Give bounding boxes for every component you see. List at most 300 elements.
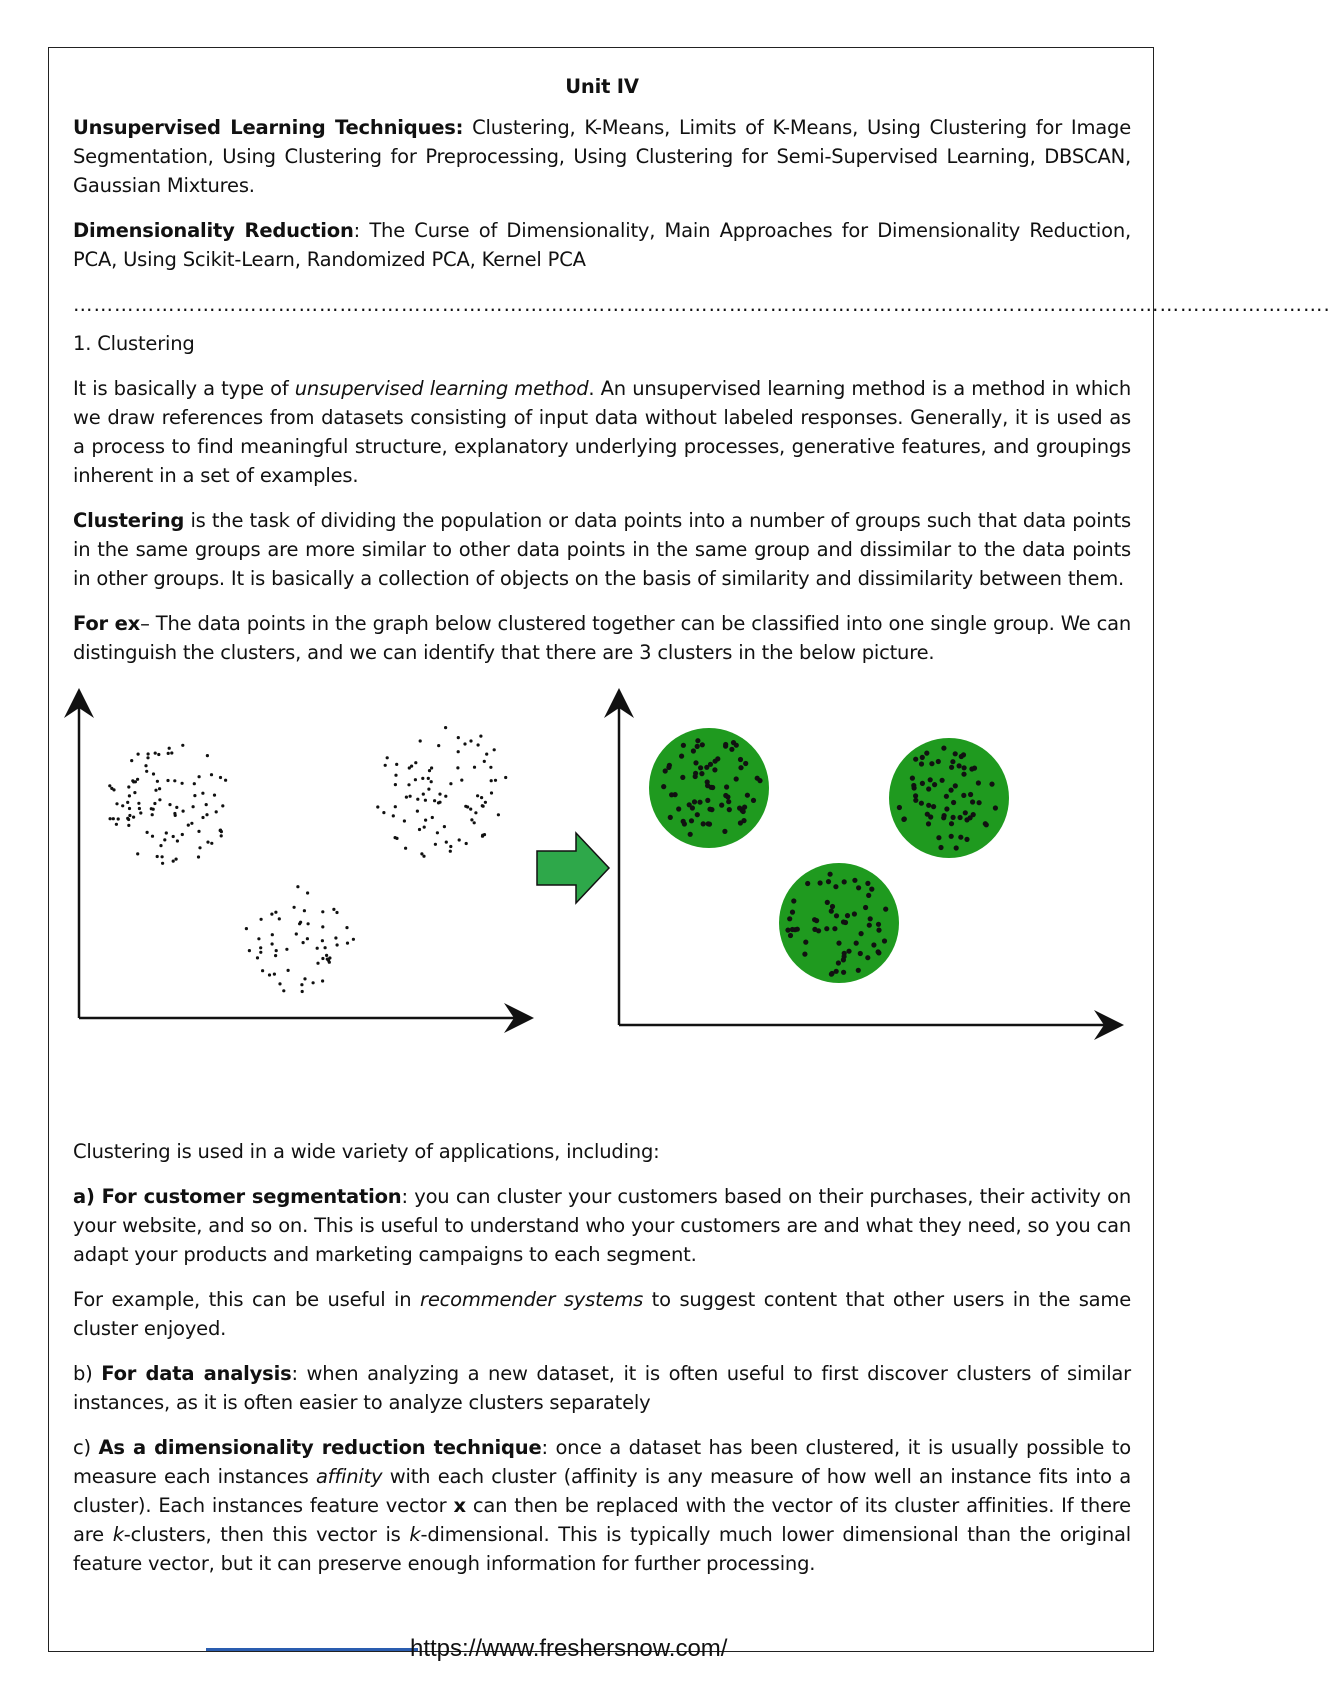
data-point xyxy=(434,843,437,846)
data-point xyxy=(285,948,288,951)
cluster-point xyxy=(699,771,704,776)
data-point xyxy=(437,744,440,747)
data-point xyxy=(464,805,467,808)
cluster-point xyxy=(941,746,946,751)
data-point xyxy=(213,794,216,797)
dimred-label: Dimensionality Reduction xyxy=(73,219,354,242)
data-point xyxy=(278,917,281,920)
cluster-point xyxy=(836,960,841,965)
data-point xyxy=(494,779,497,782)
data-point xyxy=(433,799,436,802)
data-point xyxy=(131,779,134,782)
data-point xyxy=(302,941,305,944)
cluster-point xyxy=(693,771,698,776)
cluster-point xyxy=(863,905,868,910)
data-point xyxy=(490,779,493,782)
data-point xyxy=(156,855,159,858)
cluster-point xyxy=(961,772,966,777)
cluster-point xyxy=(936,835,941,840)
data-point xyxy=(428,769,431,772)
cluster-point xyxy=(833,884,838,889)
data-point xyxy=(130,759,133,762)
data-point xyxy=(151,813,154,816)
data-point xyxy=(405,796,408,799)
cluster-point xyxy=(926,803,931,808)
cluster-point xyxy=(791,898,796,903)
data-point xyxy=(121,804,124,807)
data-point xyxy=(182,810,185,813)
cluster-point xyxy=(941,815,946,820)
app-a-label: a) For customer segmentation xyxy=(73,1185,402,1208)
footer-link[interactable]: https://www.freshersnow.com/ xyxy=(410,1635,728,1662)
cluster-point xyxy=(734,743,739,748)
cluster-point xyxy=(961,793,966,798)
cluster-point xyxy=(700,742,705,747)
data-point xyxy=(490,791,493,794)
cluster-point xyxy=(681,819,686,824)
cluster-point xyxy=(713,759,718,764)
cluster-point xyxy=(951,815,956,820)
data-point xyxy=(457,736,460,739)
data-point xyxy=(215,810,218,813)
data-point xyxy=(287,969,290,972)
data-point xyxy=(193,782,196,785)
applications-intro: Clustering is used in a wide variety of applications, including: xyxy=(73,1140,660,1163)
cluster-point xyxy=(944,794,949,799)
cluster-point xyxy=(936,759,941,764)
cluster-point xyxy=(707,807,712,812)
data-point xyxy=(301,990,304,993)
data-point xyxy=(165,831,168,834)
cluster-point xyxy=(876,950,881,955)
data-point xyxy=(173,779,176,782)
app-b-label: For data analysis xyxy=(101,1362,292,1385)
data-point xyxy=(210,842,213,845)
cluster-point xyxy=(919,761,924,766)
data-point xyxy=(474,811,477,814)
app-b-text: : when analyzing a new dataset, it is often useful to first discover clusters of similar instances, as it is often easier to analyze clusters separately xyxy=(73,1362,1131,1414)
cluster-2 xyxy=(889,738,1009,858)
cluster-point xyxy=(959,754,964,759)
data-point xyxy=(197,855,200,858)
data-point xyxy=(190,822,193,825)
unclustered-points xyxy=(108,726,507,993)
cluster-point xyxy=(724,784,729,789)
cluster-point xyxy=(845,913,850,918)
cluster-point xyxy=(924,751,929,756)
data-point xyxy=(395,837,398,840)
data-point xyxy=(427,777,430,780)
data-point xyxy=(109,817,112,820)
data-point xyxy=(154,789,157,792)
data-point xyxy=(181,744,184,747)
data-point xyxy=(175,806,178,809)
cluster-point xyxy=(812,927,817,932)
data-point xyxy=(201,792,204,795)
data-point xyxy=(257,937,260,940)
app-customer-segmentation xyxy=(73,1182,1131,1269)
data-point xyxy=(422,855,425,858)
data-point xyxy=(172,835,175,838)
dimred-text: : The Curse of Dimensionality, Main Approaches for Dimensionality Reduction, PCA, Using Scikit-Learn, Randomized PCA, Kernel PCA xyxy=(73,219,1132,271)
cluster-point xyxy=(897,805,902,810)
cluster-point xyxy=(969,766,974,771)
data-point xyxy=(158,798,161,801)
data-point xyxy=(477,743,480,746)
data-point xyxy=(282,989,285,992)
data-point xyxy=(479,735,482,738)
cluster-point xyxy=(695,812,700,817)
cluster-point xyxy=(951,800,956,805)
cluster-point xyxy=(964,837,969,842)
data-point xyxy=(175,858,178,861)
data-point xyxy=(394,783,397,786)
cluster-point xyxy=(829,972,834,977)
data-point xyxy=(497,813,500,816)
cluster-point xyxy=(958,815,963,820)
cluster-point xyxy=(976,780,981,785)
data-point xyxy=(332,908,335,911)
cluster-point xyxy=(691,748,696,753)
cluster-point xyxy=(788,933,793,938)
data-point xyxy=(481,804,484,807)
data-point xyxy=(181,782,184,785)
cluster-point xyxy=(712,767,717,772)
cluster-point xyxy=(729,747,734,752)
data-point xyxy=(274,954,277,957)
cluster-point xyxy=(929,761,934,766)
cluster-point xyxy=(705,783,710,788)
app-c-t3: can then be replaced with the vector of its cluster affinities. If there are xyxy=(73,1494,1131,1546)
cluster-point xyxy=(666,765,671,770)
data-point xyxy=(414,761,417,764)
data-point xyxy=(404,847,407,850)
clustered-groups xyxy=(649,728,1009,983)
cluster-point xyxy=(869,887,874,892)
data-point xyxy=(445,841,448,844)
data-point xyxy=(485,753,488,756)
cluster-point xyxy=(949,821,954,826)
data-point xyxy=(300,983,303,986)
cluster-point xyxy=(680,775,685,780)
cluster-point xyxy=(787,916,792,921)
cluster-point xyxy=(949,788,954,793)
cluster-point xyxy=(803,940,808,945)
data-point xyxy=(306,891,309,894)
data-point xyxy=(423,826,426,829)
intro-paragraph xyxy=(73,374,1131,490)
cluster-point xyxy=(910,776,915,781)
data-point xyxy=(458,838,461,841)
app-a-example-italic: recommender systems xyxy=(420,1288,644,1311)
cluster-point xyxy=(795,927,800,932)
cluster-point xyxy=(949,834,954,839)
cluster-point xyxy=(689,818,694,823)
data-point xyxy=(335,911,338,914)
example-label: For ex xyxy=(73,612,141,635)
app-c-i1: affinity xyxy=(315,1465,383,1488)
data-point xyxy=(259,946,262,949)
cluster-point xyxy=(954,845,959,850)
cluster-point xyxy=(950,759,955,764)
cluster-point xyxy=(790,927,795,932)
data-point xyxy=(409,795,412,798)
data-point xyxy=(352,938,355,941)
cluster-point xyxy=(841,957,846,962)
data-point xyxy=(457,750,460,753)
data-point xyxy=(444,795,447,798)
cluster-point xyxy=(938,845,943,850)
cluster-point xyxy=(697,800,702,805)
definition-text: is the task of dividing the population or data points into a number of groups such that data points in the same groups are more similar to other data points in the same group and dissimilar to the data points in other groups. It is basically a collection of objects on the basis of similarity and dissimilarity between them. xyxy=(73,509,1131,590)
cluster-point xyxy=(852,878,857,883)
data-point xyxy=(321,910,324,913)
cluster-point xyxy=(876,922,881,927)
cluster-point xyxy=(695,738,700,743)
cluster-point xyxy=(705,798,710,803)
data-point xyxy=(278,982,281,985)
app-c-i3: k xyxy=(409,1523,421,1546)
app-c-t5: -dimensional. This is typically much lower dimensional than the original feature vector, but it can preserve enough information for further processing. xyxy=(73,1523,1131,1575)
data-point xyxy=(152,808,155,811)
cluster-point xyxy=(859,931,864,936)
data-point xyxy=(136,778,139,781)
data-point xyxy=(421,777,424,780)
cluster-point xyxy=(901,817,906,822)
data-point xyxy=(436,831,439,834)
example-text: – The data points in the graph below clustered together can be classified into one single group. We can distinguish the clusters, and we can identify that there are 3 clusters in the below picture. xyxy=(73,612,1131,664)
data-point xyxy=(489,766,492,769)
cluster-point xyxy=(913,798,918,803)
data-point xyxy=(481,834,484,837)
app-a-text: : you can cluster your customers based on their purchases, their activity on your website, and so on. This is useful to understand who your customers are and what they need, so you can adapt your products and marketing campaigns to each segment. xyxy=(73,1185,1131,1266)
data-point xyxy=(205,813,208,816)
data-point xyxy=(128,807,131,810)
cluster-point xyxy=(854,941,859,946)
data-point xyxy=(206,841,209,844)
cluster-point xyxy=(722,829,727,834)
data-point xyxy=(325,954,328,957)
cluster-point xyxy=(920,781,925,786)
cluster-point xyxy=(734,776,739,781)
data-point xyxy=(271,942,274,945)
cluster-point xyxy=(882,938,887,943)
intro-text-1: It is basically a type of xyxy=(73,377,295,400)
data-point xyxy=(168,747,171,750)
cluster-point xyxy=(814,918,819,923)
data-point xyxy=(394,774,397,777)
cluster-point xyxy=(719,803,724,808)
data-point xyxy=(321,939,324,942)
cluster-point xyxy=(707,822,712,827)
app-c-label: As a dimensionality reduction technique xyxy=(98,1436,542,1459)
cluster-point xyxy=(836,941,841,946)
data-point xyxy=(274,911,277,914)
cluster-point xyxy=(818,880,823,885)
data-point xyxy=(449,782,452,785)
data-point xyxy=(427,788,430,791)
cluster-point xyxy=(865,955,870,960)
data-point xyxy=(416,798,419,801)
cluster-point xyxy=(871,942,876,947)
data-point xyxy=(336,943,339,946)
footer-underline xyxy=(206,1648,418,1651)
data-point xyxy=(422,793,425,796)
cluster-point xyxy=(751,798,756,803)
cluster-point xyxy=(701,821,706,826)
data-point xyxy=(437,801,440,804)
data-point xyxy=(157,753,160,756)
data-point xyxy=(296,885,299,888)
syllabus-dimred xyxy=(73,216,1131,274)
data-point xyxy=(221,804,224,807)
data-point xyxy=(416,810,419,813)
cluster-point xyxy=(757,778,762,783)
cluster-point xyxy=(824,926,829,931)
data-point xyxy=(145,770,148,773)
definition-label: Clustering xyxy=(73,509,185,532)
dotted-separator: …………………………………………………………………………………………………………………………………………………………………. xyxy=(73,293,1331,316)
data-point xyxy=(176,839,179,842)
cluster-point xyxy=(926,786,931,791)
data-point xyxy=(146,756,149,759)
data-point xyxy=(170,751,173,754)
cluster-point xyxy=(953,751,958,756)
data-point xyxy=(403,819,406,822)
data-point xyxy=(224,779,227,782)
data-point xyxy=(424,799,427,802)
cluster-point xyxy=(989,782,994,787)
app-recommender-example xyxy=(73,1285,1131,1343)
data-point xyxy=(424,819,427,822)
data-point xyxy=(144,764,147,767)
app-c-t1: : once a dataset has been clustered, it is usually possible to measure each instances xyxy=(73,1436,1132,1488)
cluster-point xyxy=(726,799,731,804)
data-point xyxy=(115,802,118,805)
cluster-point xyxy=(940,778,945,783)
cluster-point xyxy=(970,799,975,804)
data-point xyxy=(275,949,278,952)
data-point xyxy=(449,845,452,848)
data-point xyxy=(293,906,296,909)
data-point xyxy=(469,808,472,811)
app-c-b1: x xyxy=(453,1494,466,1517)
cluster-point xyxy=(931,804,936,809)
data-point xyxy=(161,855,164,858)
data-point xyxy=(465,842,468,845)
cluster-point xyxy=(704,765,709,770)
data-point xyxy=(414,778,417,781)
data-point xyxy=(493,748,496,751)
data-point xyxy=(299,921,302,924)
cluster-point xyxy=(790,910,795,915)
unsupervised-text: Clustering, K-Means, Limits of K-Means, Using Clustering for Image Segmentation, Using Clustering for Preprocessing, Using Clustering for Semi-Supervised Learning, DBSCAN, Gaussian Mixtures. xyxy=(73,116,1131,197)
data-point xyxy=(127,818,130,821)
cluster-point xyxy=(962,765,967,770)
data-point xyxy=(469,739,472,742)
cluster-point xyxy=(710,785,715,790)
data-point xyxy=(197,830,200,833)
data-point xyxy=(430,766,433,769)
cluster-point xyxy=(802,952,807,957)
data-point xyxy=(166,779,169,782)
data-point xyxy=(460,779,463,782)
cluster-point xyxy=(920,755,925,760)
cluster-point xyxy=(693,760,698,765)
data-point xyxy=(443,825,446,828)
cluster-point xyxy=(688,832,693,837)
data-point xyxy=(128,794,131,797)
clustering-diagram xyxy=(59,683,1131,1113)
data-point xyxy=(110,787,113,790)
cluster-point xyxy=(834,913,839,918)
data-point xyxy=(470,818,473,821)
data-point xyxy=(167,752,170,755)
example-paragraph xyxy=(73,609,1131,667)
data-point xyxy=(346,942,349,945)
cluster-point xyxy=(919,801,924,806)
data-point xyxy=(137,753,140,756)
data-point xyxy=(152,772,155,775)
data-point xyxy=(321,979,324,982)
cluster-point xyxy=(842,879,847,884)
data-point xyxy=(316,962,319,965)
data-point xyxy=(259,951,262,954)
cluster-point xyxy=(932,782,937,787)
cluster-point xyxy=(826,879,831,884)
app-data-analysis xyxy=(73,1359,1131,1417)
cluster-point xyxy=(949,765,954,770)
app-c-t4: -clusters, then this vector is xyxy=(123,1523,410,1546)
data-point xyxy=(138,807,141,810)
cluster-point xyxy=(723,793,728,798)
cluster-point xyxy=(745,793,750,798)
cluster-point xyxy=(856,968,861,973)
data-point xyxy=(303,977,306,980)
data-point xyxy=(410,765,413,768)
data-point xyxy=(173,812,176,815)
data-point xyxy=(328,956,331,959)
data-point xyxy=(137,802,140,805)
data-point xyxy=(316,947,319,950)
data-point xyxy=(418,828,421,831)
data-point xyxy=(156,780,159,783)
data-point xyxy=(248,949,251,952)
definition-paragraph xyxy=(73,506,1131,593)
data-point xyxy=(271,933,274,936)
cluster-point xyxy=(834,969,839,974)
data-point xyxy=(449,850,452,853)
intro-text-2: . An unsupervised learning method is a method in which we draw references from datasets consisting of input data without labeled responses. Generally, it is used as a process to find meaningful structure, explanatory underlying processes, generative features, and groupings inherent in a set of examples. xyxy=(73,377,1131,487)
intro-italic: unsupervised learning method xyxy=(294,377,589,400)
data-point xyxy=(133,791,136,794)
data-point xyxy=(270,913,273,916)
cluster-point xyxy=(852,911,857,916)
cluster-point xyxy=(738,765,743,770)
section-heading: 1. Clustering xyxy=(73,332,195,355)
cluster-point xyxy=(984,822,989,827)
cluster-point xyxy=(866,893,871,898)
cluster-point xyxy=(828,872,833,877)
data-point xyxy=(261,969,264,972)
cluster-point xyxy=(676,806,681,811)
data-point xyxy=(394,805,397,808)
cluster-point xyxy=(846,949,851,954)
cluster-point xyxy=(832,926,837,931)
data-point xyxy=(198,775,201,778)
data-point xyxy=(115,823,118,826)
cluster-point xyxy=(669,792,674,797)
